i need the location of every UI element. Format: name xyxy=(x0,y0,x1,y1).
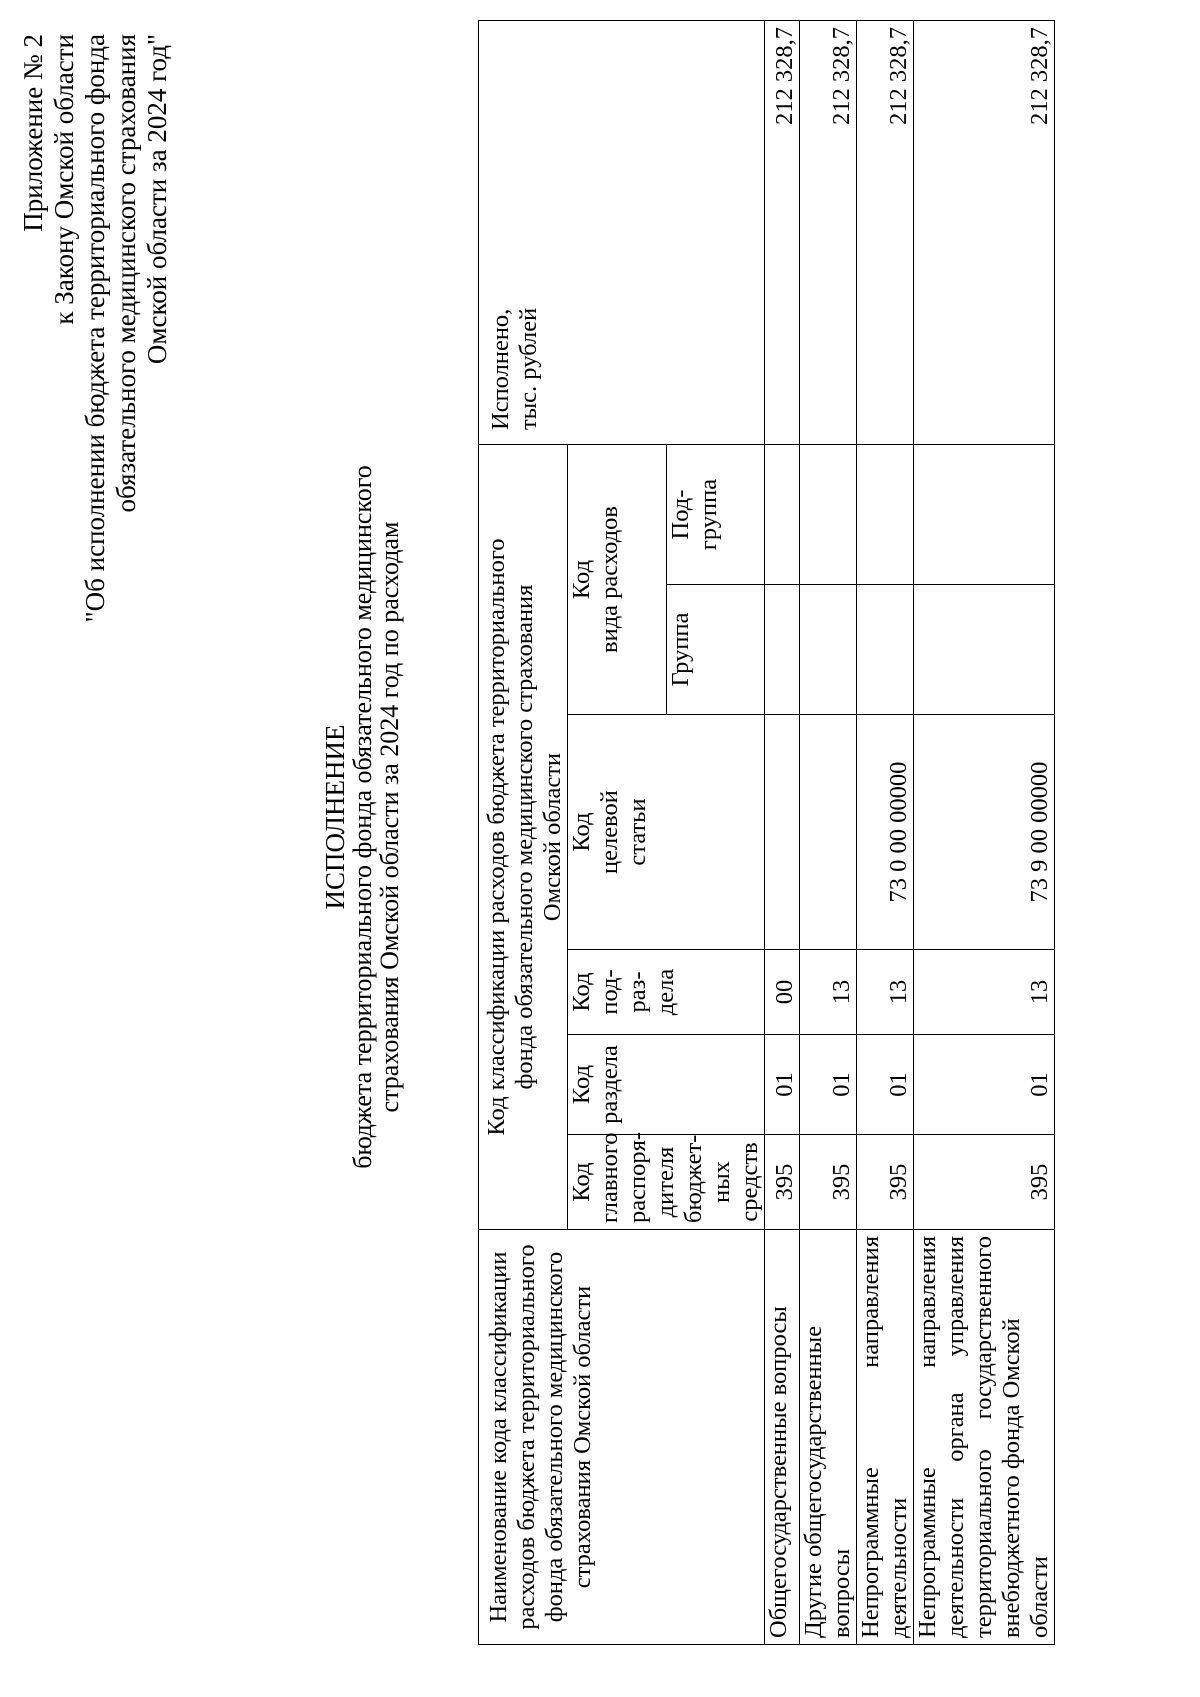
header-text: дителя xyxy=(652,1146,679,1218)
document-subtitle: бюджета территориального фонда обязательного медицинского xyxy=(348,465,377,1169)
header-group xyxy=(666,585,765,715)
row-admin: 395 xyxy=(857,1135,914,1230)
header-text: вида расходов xyxy=(596,506,623,653)
header-subsection xyxy=(568,950,765,1035)
header-text: Код xyxy=(568,972,595,1012)
row-name xyxy=(914,1230,1055,1645)
row-group xyxy=(765,585,800,715)
appendix-line: обязательного медицинского страхования xyxy=(111,34,141,513)
header-section xyxy=(568,1035,765,1135)
header-text: раз- xyxy=(624,971,651,1013)
row-group xyxy=(914,585,1055,715)
row-name-line: внебюджетного фонда Омской области xyxy=(998,1318,1053,1638)
table-row xyxy=(857,21,914,1645)
header-text: группа xyxy=(694,478,722,551)
document-title: ИСПОЛНЕНИЕ xyxy=(320,724,350,910)
header-text: бюджет- xyxy=(680,1134,707,1223)
row-target: 73 0 00 00000 xyxy=(857,715,914,950)
row-section: 01 xyxy=(857,1035,914,1135)
row-target xyxy=(800,715,857,950)
header-text: Код xyxy=(568,1064,595,1105)
header-text: Омской области xyxy=(539,752,566,922)
row-target: 73 9 00 00000 xyxy=(914,715,1055,950)
table-row xyxy=(914,21,1055,1645)
header-text: дела xyxy=(652,968,679,1016)
header-text: статьи xyxy=(624,798,651,866)
row-admin: 395 xyxy=(914,1135,1055,1230)
row-name xyxy=(800,1230,857,1645)
header-text: фонда обязательного медицинского страхования xyxy=(511,584,538,1090)
row-subsection: 13 xyxy=(914,950,1055,1035)
header-text: главного xyxy=(596,1132,623,1223)
row-name-line: деятельности органа управления xyxy=(942,1236,969,1638)
row-subgroup xyxy=(857,445,914,585)
row-name xyxy=(857,1230,914,1645)
appendix-line: к Закону Омской области xyxy=(49,34,79,325)
row-group xyxy=(857,585,914,715)
row-subgroup xyxy=(914,445,1055,585)
header-code-group xyxy=(479,445,568,1230)
row-executed: 212 328,7 xyxy=(914,21,1055,445)
row-admin: 395 xyxy=(765,1135,800,1230)
header-name xyxy=(479,1230,765,1645)
table-row xyxy=(765,21,800,1645)
document-title-block xyxy=(322,267,403,1367)
row-name xyxy=(765,1230,800,1645)
header-text: Под- xyxy=(666,489,694,540)
appendix-line: Омской области за 2024 год" xyxy=(142,34,172,365)
row-name-line: Непрограммные направления xyxy=(914,1236,941,1638)
row-subgroup xyxy=(800,445,857,585)
appendix-line: "Об исполнении бюджета территориального фонда xyxy=(80,34,110,623)
header-text: раздела xyxy=(596,1045,623,1124)
header-text: средств xyxy=(736,1142,763,1222)
row-section: 01 xyxy=(914,1035,1055,1135)
row-executed: 212 328,7 xyxy=(765,21,800,445)
row-admin: 395 xyxy=(800,1135,857,1230)
row-subgroup xyxy=(765,445,800,585)
header-text: распоря- xyxy=(624,1131,651,1223)
row-section: 01 xyxy=(765,1035,800,1135)
header-text: целевой xyxy=(596,790,623,874)
header-text: ных xyxy=(708,1161,735,1203)
row-section: 01 xyxy=(800,1035,857,1135)
header-text: страхования Омской области xyxy=(569,1285,596,1589)
table-row xyxy=(800,21,857,1645)
header-text: Код xyxy=(568,1162,595,1202)
expenditure-table xyxy=(478,20,1055,1645)
row-group xyxy=(800,585,857,715)
row-subsection: 13 xyxy=(800,950,857,1035)
header-text: Код классификации расходов бюджета территориального xyxy=(483,538,510,1136)
appendix-line: Приложение № 2 xyxy=(18,34,48,232)
row-executed: 212 328,7 xyxy=(857,21,914,445)
row-subsection: 13 xyxy=(857,950,914,1035)
header-text: Код xyxy=(568,812,595,852)
header-text: тыс. рублей xyxy=(515,307,542,430)
header-text: Исполнено, xyxy=(487,308,514,430)
header-executed xyxy=(479,21,765,445)
header-text: Наименование кода классификации xyxy=(485,1251,512,1623)
row-name-line: территориального государственного xyxy=(970,1236,997,1638)
row-name-line: деятельности xyxy=(885,1497,912,1638)
row-name-line: Непрограммные направления xyxy=(857,1236,884,1638)
header-text: под- xyxy=(596,969,623,1015)
row-name-line: Другие общегосударственные вопросы xyxy=(800,1325,855,1638)
row-name-line: Общегосударственные вопросы xyxy=(765,1306,792,1638)
header-text: Код xyxy=(568,559,595,600)
row-target xyxy=(765,715,800,950)
header-expense-type xyxy=(568,445,667,715)
row-subsection: 00 xyxy=(765,950,800,1035)
table-header-row xyxy=(479,21,568,1645)
header-target xyxy=(568,715,765,950)
header-text: фонда обязательного медицинского xyxy=(541,1251,568,1623)
document-subtitle: страхования Омской области за 2024 год по расходам xyxy=(375,521,404,1113)
row-executed: 212 328,7 xyxy=(800,21,857,445)
header-main-admin xyxy=(568,1131,765,1230)
header-subgroup xyxy=(666,445,765,585)
appendix-note xyxy=(18,34,173,622)
header-text: Группа xyxy=(666,612,694,687)
header-text: расходов бюджета территориального xyxy=(513,1244,540,1630)
